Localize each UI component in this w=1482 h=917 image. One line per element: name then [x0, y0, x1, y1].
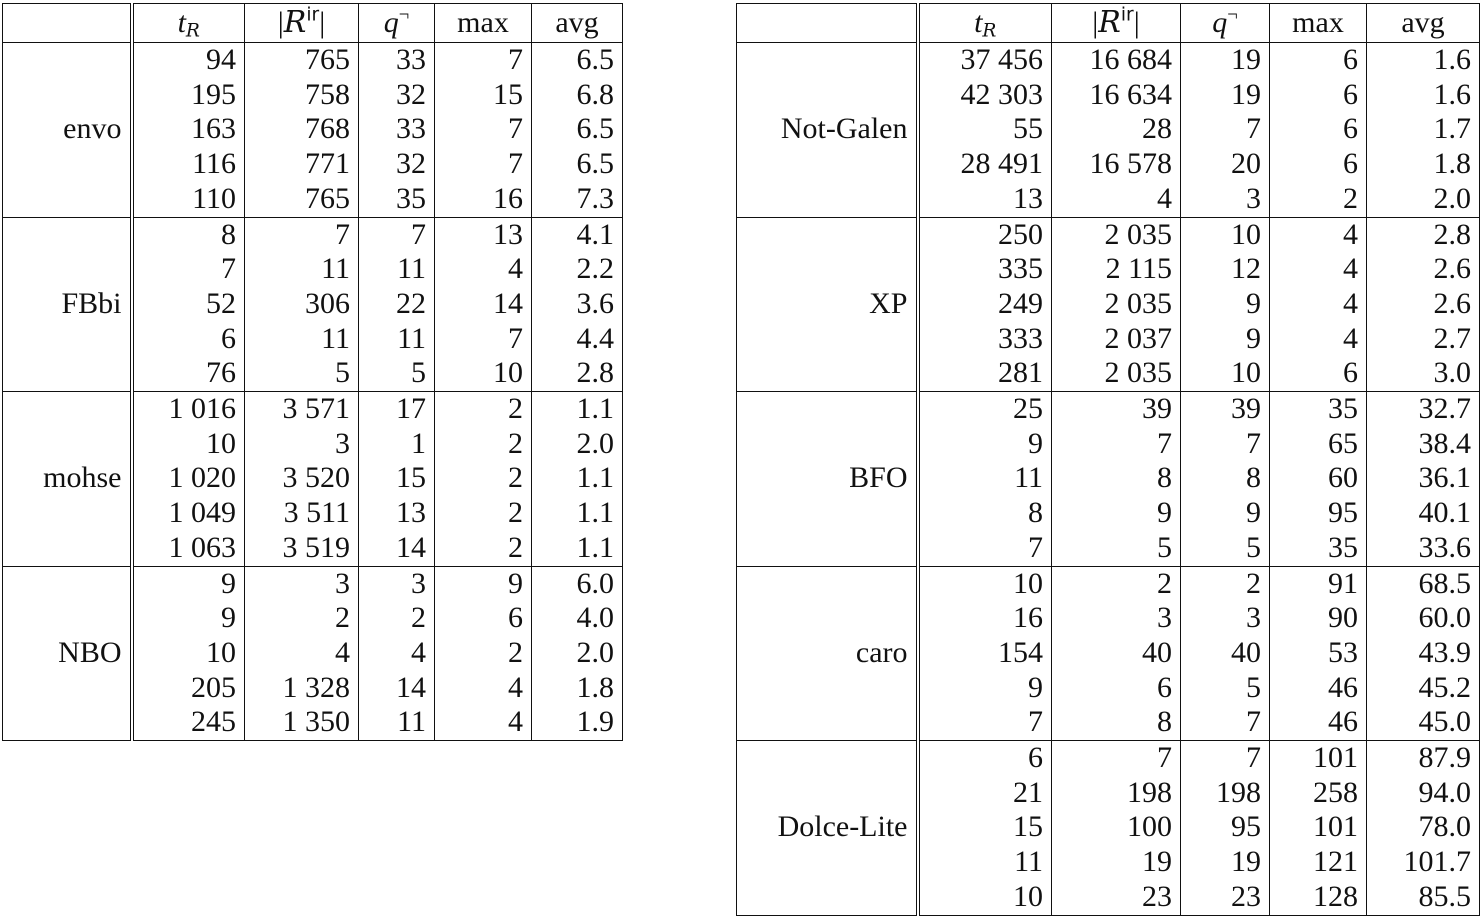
cell-q-neg: 8	[1181, 461, 1270, 496]
cell-avg: 1.1	[532, 531, 623, 566]
cell-r-ir-size: 758	[245, 78, 359, 113]
cell-q-neg: 17	[359, 392, 435, 427]
cell-t-r: 1 049	[132, 496, 245, 531]
header-r-symbol: R	[283, 5, 307, 40]
cell-r-ir-size: 1 350	[245, 705, 359, 740]
cell-q-neg: 14	[359, 531, 435, 566]
cell-max: 9	[435, 566, 532, 601]
cell-max: 7	[435, 43, 532, 78]
header-r-symbol: R	[1098, 5, 1121, 40]
cell-t-r: 11	[918, 845, 1052, 880]
cell-avg: 2.6	[1367, 287, 1480, 322]
cell-q-neg: 11	[359, 252, 435, 287]
cell-avg: 85.5	[1367, 880, 1480, 915]
cell-max: 4	[1270, 287, 1367, 322]
cell-q-neg: 19	[1181, 78, 1270, 113]
cell-t-r: 7	[132, 252, 245, 287]
cell-avg: 32.7	[1367, 392, 1480, 427]
cell-q-neg: 19	[1181, 43, 1270, 78]
cell-q-neg: 7	[1181, 112, 1270, 147]
cell-max: 16	[435, 182, 532, 217]
cell-t-r: 13	[918, 182, 1052, 217]
cell-q-neg: 19	[1181, 845, 1270, 880]
cell-max: 4	[1270, 252, 1367, 287]
cell-t-r: 250	[918, 217, 1052, 252]
cell-max: 14	[435, 287, 532, 322]
cell-avg: 2.0	[532, 636, 623, 671]
cell-max: 7	[435, 322, 532, 357]
cell-q-neg: 7	[1181, 427, 1270, 462]
cell-t-r: 8	[918, 496, 1052, 531]
cell-r-ir-size: 3	[245, 427, 359, 462]
table-row	[737, 741, 1480, 776]
cell-max: 7	[435, 112, 532, 147]
cell-avg: 60.0	[1367, 601, 1480, 636]
cell-t-r: 11	[918, 461, 1052, 496]
cell-q-neg: 4	[359, 636, 435, 671]
cell-t-r: 7	[918, 531, 1052, 566]
cell-q-neg: 7	[1181, 741, 1270, 776]
cell-max: 6	[1270, 147, 1367, 182]
cell-t-r: 9	[918, 427, 1052, 462]
cell-t-r: 7	[918, 705, 1052, 740]
header-t-r	[918, 4, 1052, 43]
header-q-neg	[1181, 4, 1270, 43]
cell-q-neg: 10	[1181, 217, 1270, 252]
cell-max: 35	[1270, 531, 1367, 566]
cell-t-r: 9	[132, 601, 245, 636]
cell-r-ir-size: 11	[245, 252, 359, 287]
cell-q-neg: 32	[359, 147, 435, 182]
cell-max: 53	[1270, 636, 1367, 671]
cell-r-ir-size: 28	[1052, 112, 1181, 147]
cell-r-ir-size: 39	[1052, 392, 1181, 427]
cell-t-r: 333	[918, 322, 1052, 357]
cell-q-neg: 35	[359, 182, 435, 217]
cell-r-ir-size: 8	[1052, 461, 1181, 496]
cell-avg: 101.7	[1367, 845, 1480, 880]
cell-t-r: 37 456	[918, 43, 1052, 78]
cell-t-r: 335	[918, 252, 1052, 287]
cell-avg: 43.9	[1367, 636, 1480, 671]
cell-max: 2	[435, 427, 532, 462]
cell-t-r: 10	[132, 636, 245, 671]
cell-t-r: 1 020	[132, 461, 245, 496]
ontology-name: FBbi	[3, 217, 132, 392]
header-t-r-subscript: R	[185, 20, 200, 42]
cell-max: 46	[1270, 705, 1367, 740]
ontology-name: BFO	[737, 392, 918, 567]
cell-t-r: 52	[132, 287, 245, 322]
results-table-right	[736, 3, 1480, 916]
cell-t-r: 245	[132, 705, 245, 740]
cell-avg: 1.8	[532, 671, 623, 706]
cell-avg: 2.6	[1367, 252, 1480, 287]
cell-avg: 2.0	[532, 427, 623, 462]
ontology-name: Dolce-Lite	[737, 741, 918, 916]
cell-avg: 2.7	[1367, 322, 1480, 357]
cell-max: 101	[1270, 741, 1367, 776]
cell-t-r: 42 303	[918, 78, 1052, 113]
ontology-name: envo	[3, 43, 132, 218]
header-r-ir-size: $|R^{ir}|$	[1052, 4, 1181, 43]
cell-q-neg: 40	[1181, 636, 1270, 671]
cell-t-r: 281	[918, 356, 1052, 391]
cell-q-neg: 11	[359, 322, 435, 357]
cell-t-r: 28 491	[918, 147, 1052, 182]
cell-r-ir-size: 3	[1052, 601, 1181, 636]
header-r-ir-superscript: ir	[1120, 4, 1134, 26]
cell-r-ir-size: 4	[245, 636, 359, 671]
cell-q-neg: 10	[1181, 356, 1270, 391]
cell-q-neg: 9	[1181, 322, 1270, 357]
cell-r-ir-size: 6	[1052, 671, 1181, 706]
cell-max: 6	[1270, 43, 1367, 78]
cell-t-r: 116	[132, 147, 245, 182]
cell-q-neg: 5	[359, 356, 435, 391]
cell-max: 4	[1270, 217, 1367, 252]
cell-max: 121	[1270, 845, 1367, 880]
header-q-neg-superscript: ¬	[1227, 4, 1238, 26]
cell-avg: 1.1	[532, 392, 623, 427]
header-ontology-blank	[737, 4, 918, 43]
cell-max: 6	[1270, 78, 1367, 113]
cell-q-neg: 22	[359, 287, 435, 322]
results-table-left	[2, 3, 623, 741]
header-ontology-blank	[3, 4, 132, 43]
cell-t-r: 76	[132, 356, 245, 391]
cell-avg: 1.1	[532, 496, 623, 531]
cell-q-neg: 15	[359, 461, 435, 496]
cell-t-r: 6	[918, 741, 1052, 776]
cell-avg: 94.0	[1367, 776, 1480, 811]
cell-max: 95	[1270, 496, 1367, 531]
cell-avg: 36.1	[1367, 461, 1480, 496]
cell-max: 4	[435, 671, 532, 706]
cell-t-r: 195	[132, 78, 245, 113]
cell-max: 2	[435, 531, 532, 566]
cell-q-neg: 3	[1181, 601, 1270, 636]
cell-max: 7	[435, 147, 532, 182]
cell-r-ir-size: 5	[1052, 531, 1181, 566]
cell-r-ir-size: 306	[245, 287, 359, 322]
cell-avg: 6.8	[532, 78, 623, 113]
cell-max: 90	[1270, 601, 1367, 636]
header-q-neg-superscript: ¬	[398, 4, 410, 26]
cell-t-r: 15	[918, 810, 1052, 845]
cell-q-neg: 23	[1181, 880, 1270, 915]
cell-r-ir-size: 40	[1052, 636, 1181, 671]
cell-max: 2	[435, 461, 532, 496]
cell-max: 128	[1270, 880, 1367, 915]
table-row	[737, 43, 1480, 78]
cell-t-r: 154	[918, 636, 1052, 671]
cell-max: 6	[435, 601, 532, 636]
cell-r-ir-size: 768	[245, 112, 359, 147]
cell-r-ir-size: 16 684	[1052, 43, 1181, 78]
cell-r-ir-size: 4	[1052, 182, 1181, 217]
cell-q-neg: 20	[1181, 147, 1270, 182]
cell-max: 4	[435, 252, 532, 287]
header-avg: avg	[1367, 4, 1480, 43]
cell-r-ir-size: 771	[245, 147, 359, 182]
cell-avg: 6.5	[532, 147, 623, 182]
cell-q-neg: 5	[1181, 531, 1270, 566]
cell-r-ir-size: 5	[245, 356, 359, 391]
header-avg: avg	[532, 4, 623, 43]
cell-max: 258	[1270, 776, 1367, 811]
cell-max: 4	[1270, 322, 1367, 357]
cell-q-neg: 12	[1181, 252, 1270, 287]
header-t-r	[132, 4, 245, 43]
cell-max: 2	[435, 496, 532, 531]
cell-avg: 6.5	[532, 112, 623, 147]
cell-t-r: 205	[132, 671, 245, 706]
cell-avg: 33.6	[1367, 531, 1480, 566]
cell-r-ir-size: 2	[1052, 566, 1181, 601]
left-header-row	[3, 4, 623, 43]
cell-t-r: 9	[132, 566, 245, 601]
cell-q-neg: 39	[1181, 392, 1270, 427]
cell-r-ir-size: 3	[245, 566, 359, 601]
cell-r-ir-size: 2 035	[1052, 287, 1181, 322]
cell-r-ir-size: 23	[1052, 880, 1181, 915]
cell-max: 4	[435, 705, 532, 740]
table-row	[3, 43, 623, 78]
cell-avg: 87.9	[1367, 741, 1480, 776]
cell-t-r: 163	[132, 112, 245, 147]
cell-t-r: 55	[918, 112, 1052, 147]
cell-r-ir-size: 3 571	[245, 392, 359, 427]
table-row	[737, 566, 1480, 601]
cell-max: 46	[1270, 671, 1367, 706]
cell-avg: 2.0	[1367, 182, 1480, 217]
cell-r-ir-size: 16 578	[1052, 147, 1181, 182]
header-t-r-symbol: t	[974, 6, 983, 39]
cell-avg: 40.1	[1367, 496, 1480, 531]
cell-t-r: 9	[918, 671, 1052, 706]
cell-r-ir-size: 3 520	[245, 461, 359, 496]
cell-avg: 1.8	[1367, 147, 1480, 182]
header-q-symbol: q	[1212, 6, 1228, 39]
cell-avg: 3.6	[532, 287, 623, 322]
cell-r-ir-size: 2 037	[1052, 322, 1181, 357]
cell-q-neg: 33	[359, 112, 435, 147]
cell-r-ir-size: 765	[245, 43, 359, 78]
cell-max: 101	[1270, 810, 1367, 845]
cell-avg: 1.6	[1367, 43, 1480, 78]
cell-avg: 4.1	[532, 217, 623, 252]
cell-r-ir-size: 2	[245, 601, 359, 636]
cell-max: 2	[435, 392, 532, 427]
cell-q-neg: 2	[359, 601, 435, 636]
cell-r-ir-size: 2 115	[1052, 252, 1181, 287]
cell-max: 91	[1270, 566, 1367, 601]
cell-avg: 1.1	[532, 461, 623, 496]
cell-avg: 6.5	[532, 43, 623, 78]
table-row	[3, 392, 623, 427]
cell-q-neg: 33	[359, 43, 435, 78]
cell-q-neg: 2	[1181, 566, 1270, 601]
cell-avg: 38.4	[1367, 427, 1480, 462]
cell-r-ir-size: 2 035	[1052, 217, 1181, 252]
cell-t-r: 94	[132, 43, 245, 78]
cell-t-r: 249	[918, 287, 1052, 322]
cell-t-r: 10	[918, 880, 1052, 915]
cell-q-neg: 11	[359, 705, 435, 740]
cell-avg: 2.8	[1367, 217, 1480, 252]
table-row	[3, 217, 623, 252]
ontology-name: mohse	[3, 392, 132, 567]
cell-avg: 45.0	[1367, 705, 1480, 740]
cell-t-r: 25	[918, 392, 1052, 427]
cell-max: 2	[1270, 182, 1367, 217]
ontology-name: Not-Galen	[737, 43, 918, 218]
table-row	[3, 566, 623, 601]
cell-t-r: 10	[132, 427, 245, 462]
cell-avg: 4.4	[532, 322, 623, 357]
header-r-ir-size: $|R^{ir}|$	[245, 4, 359, 43]
cell-q-neg: 14	[359, 671, 435, 706]
cell-q-neg: 3	[359, 566, 435, 601]
table-row	[737, 217, 1480, 252]
header-max: max	[435, 4, 532, 43]
ontology-name: NBO	[3, 566, 132, 741]
cell-q-neg: 5	[1181, 671, 1270, 706]
cell-r-ir-size: 19	[1052, 845, 1181, 880]
cell-max: 13	[435, 217, 532, 252]
cell-avg: 6.0	[532, 566, 623, 601]
cell-q-neg: 1	[359, 427, 435, 462]
cell-avg: 7.3	[532, 182, 623, 217]
cell-avg: 2.2	[532, 252, 623, 287]
cell-r-ir-size: 11	[245, 322, 359, 357]
cell-max: 6	[1270, 356, 1367, 391]
cell-avg: 45.2	[1367, 671, 1480, 706]
header-max: max	[1270, 4, 1367, 43]
cell-t-r: 8	[132, 217, 245, 252]
cell-t-r: 1 063	[132, 531, 245, 566]
cell-avg: 68.5	[1367, 566, 1480, 601]
cell-avg: 4.0	[532, 601, 623, 636]
cell-q-neg: 3	[1181, 182, 1270, 217]
cell-avg: 1.7	[1367, 112, 1480, 147]
table-row	[737, 392, 1480, 427]
header-r-ir-superscript: ir	[306, 4, 320, 26]
cell-q-neg: 95	[1181, 810, 1270, 845]
cell-r-ir-size: 100	[1052, 810, 1181, 845]
cell-t-r: 6	[132, 322, 245, 357]
cell-r-ir-size: 7	[1052, 741, 1181, 776]
cell-r-ir-size: 8	[1052, 705, 1181, 740]
cell-r-ir-size: 7	[1052, 427, 1181, 462]
cell-q-neg: 13	[359, 496, 435, 531]
cell-t-r: 10	[918, 566, 1052, 601]
ontology-name: XP	[737, 217, 918, 392]
cell-max: 60	[1270, 461, 1367, 496]
cell-max: 10	[435, 356, 532, 391]
header-q-symbol: q	[383, 6, 399, 39]
cell-r-ir-size: 2 035	[1052, 356, 1181, 391]
header-t-r-symbol: t	[177, 6, 186, 39]
cell-max: 15	[435, 78, 532, 113]
cell-r-ir-size: 9	[1052, 496, 1181, 531]
cell-max: 2	[435, 636, 532, 671]
cell-q-neg: 7	[1181, 705, 1270, 740]
cell-t-r: 110	[132, 182, 245, 217]
cell-t-r: 1 016	[132, 392, 245, 427]
cell-r-ir-size: 765	[245, 182, 359, 217]
cell-t-r: 21	[918, 776, 1052, 811]
cell-avg: 3.0	[1367, 356, 1480, 391]
cell-q-neg: 9	[1181, 496, 1270, 531]
cell-avg: 2.8	[532, 356, 623, 391]
right-header-row	[737, 4, 1480, 43]
cell-r-ir-size: 7	[245, 217, 359, 252]
cell-max: 65	[1270, 427, 1367, 462]
cell-avg: 78.0	[1367, 810, 1480, 845]
cell-r-ir-size: 198	[1052, 776, 1181, 811]
cell-max: 6	[1270, 112, 1367, 147]
ontology-name: caro	[737, 566, 918, 741]
cell-t-r: 16	[918, 601, 1052, 636]
cell-q-neg: 32	[359, 78, 435, 113]
cell-r-ir-size: 3 519	[245, 531, 359, 566]
header-q-neg	[359, 4, 435, 43]
cell-avg: 1.9	[532, 705, 623, 740]
cell-avg: 1.6	[1367, 78, 1480, 113]
cell-r-ir-size: 16 634	[1052, 78, 1181, 113]
cell-r-ir-size: 3 511	[245, 496, 359, 531]
cell-q-neg: 198	[1181, 776, 1270, 811]
cell-q-neg: 9	[1181, 287, 1270, 322]
header-t-r-subscript: R	[982, 20, 997, 42]
cell-r-ir-size: 1 328	[245, 671, 359, 706]
cell-max: 35	[1270, 392, 1367, 427]
cell-q-neg: 7	[359, 217, 435, 252]
